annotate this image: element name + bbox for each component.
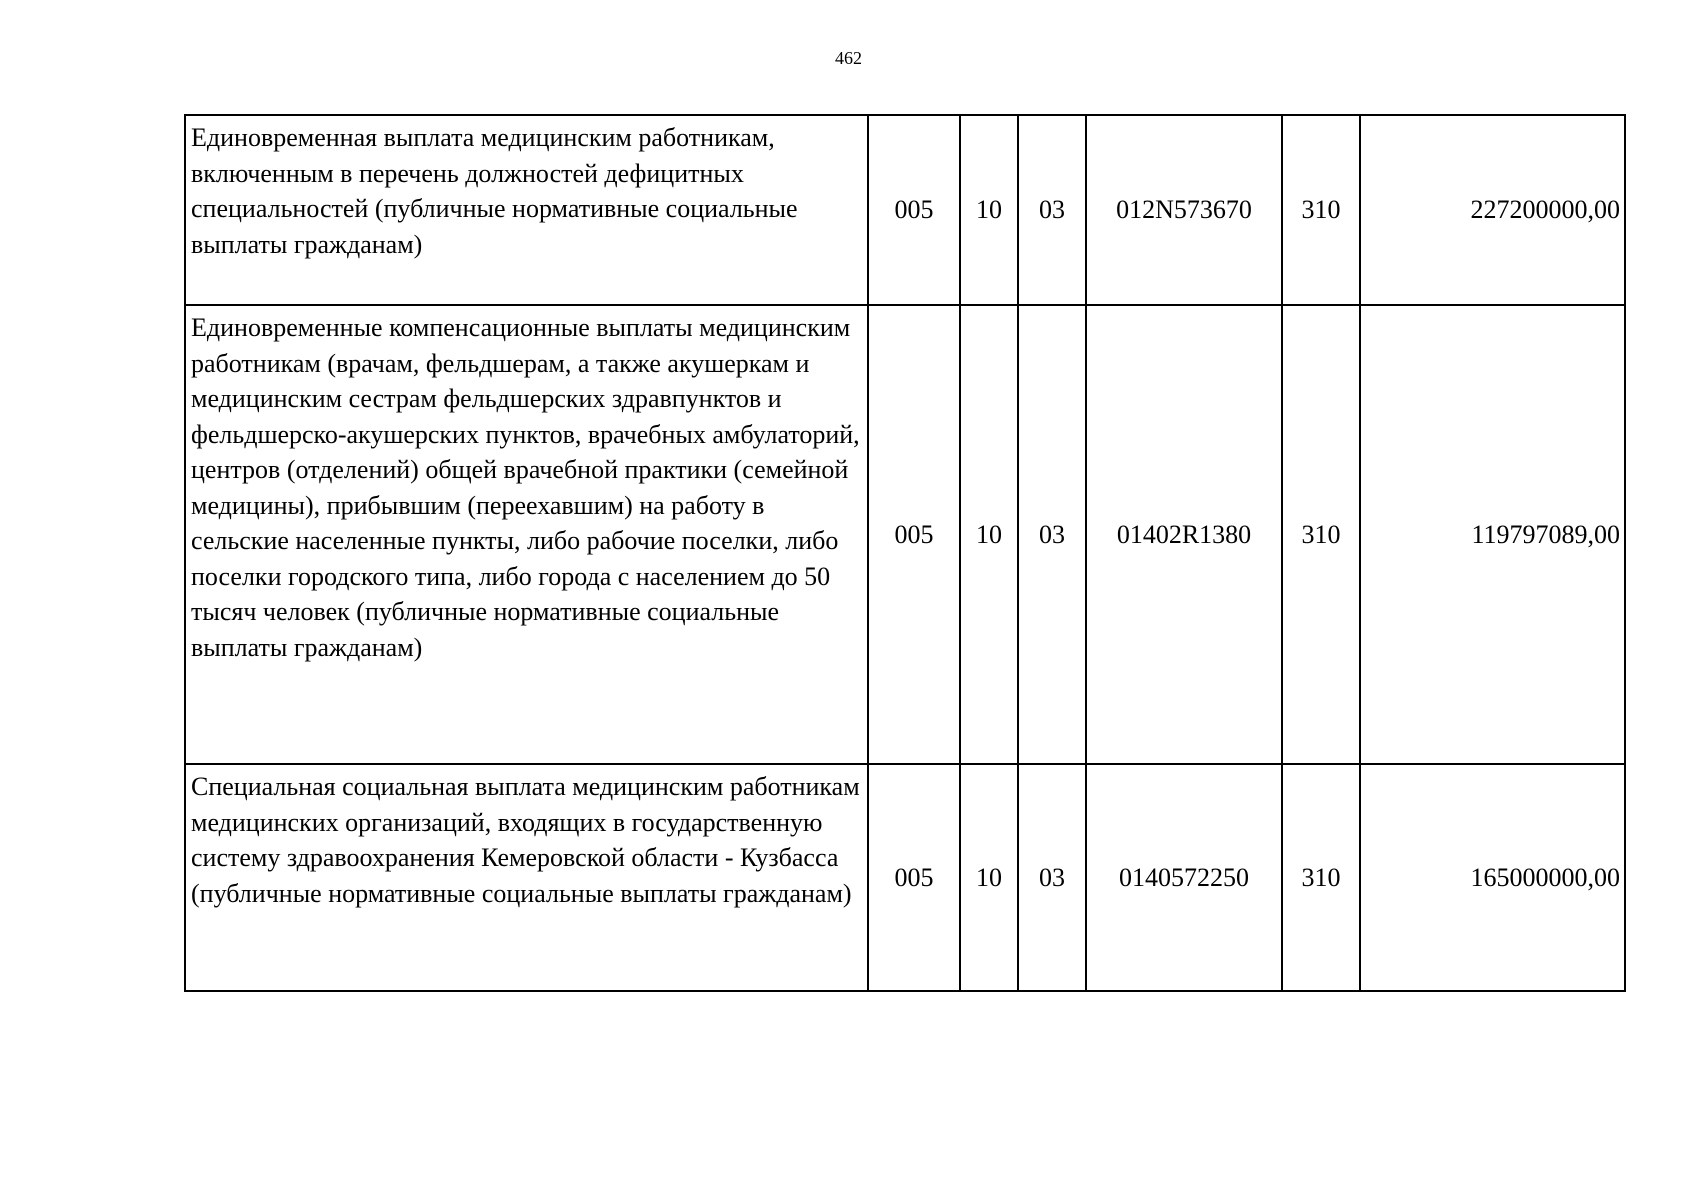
table-row	[185, 305, 1625, 764]
amount: 119797089,00	[1360, 305, 1625, 764]
amount: 227200000,00	[1360, 115, 1625, 305]
target-article-code: 0140572250	[1086, 764, 1282, 991]
expense-type-code: 310	[1282, 305, 1360, 764]
subsection-code: 03	[1018, 764, 1086, 991]
budget-table	[184, 114, 1626, 992]
row-description: Единовременная выплата медицинским работникам, включенным в перечень должностей дефицитных специальностей (публичные нормативные социальные выплаты гражданам)	[185, 115, 868, 305]
subsection-code: 03	[1018, 115, 1086, 305]
table-row	[185, 115, 1625, 305]
ministry-code: 005	[868, 764, 960, 991]
section-code: 10	[960, 764, 1018, 991]
section-code: 10	[960, 305, 1018, 764]
expense-type-code: 310	[1282, 764, 1360, 991]
amount: 165000000,00	[1360, 764, 1625, 991]
row-description: Специальная социальная выплата медицинским работникам медицинских организаций, входящих в государственную систему здравоохранения Кемеровской области - Кузбасса (публичные нормативные социальные выплаты гражданам)	[185, 764, 868, 991]
target-article-code: 01402R1380	[1086, 305, 1282, 764]
ministry-code: 005	[868, 305, 960, 764]
expense-type-code: 310	[1282, 115, 1360, 305]
ministry-code: 005	[868, 115, 960, 305]
subsection-code: 03	[1018, 305, 1086, 764]
target-article-code: 012N573670	[1086, 115, 1282, 305]
section-code: 10	[960, 115, 1018, 305]
table-row	[185, 764, 1625, 991]
page-number: 462	[835, 48, 862, 68]
row-description: Единовременные компенсационные выплаты медицинским работникам (врачам, фельдшерам, а также акушеркам и медицинским сестрам фельдшерских здравпунктов и фельдшерско-акушерских пунктов, врачебных амбулаторий, центров (отделений) общей врачебной практики (семейной медицины), прибывшим (переехавшим) на работу в сельские населенные пункты, либо рабочие поселки, либо поселки городского типа, либо города с населением до 50 тысяч человек (публичные нормативные социальные выплаты гражданам)	[185, 305, 868, 764]
